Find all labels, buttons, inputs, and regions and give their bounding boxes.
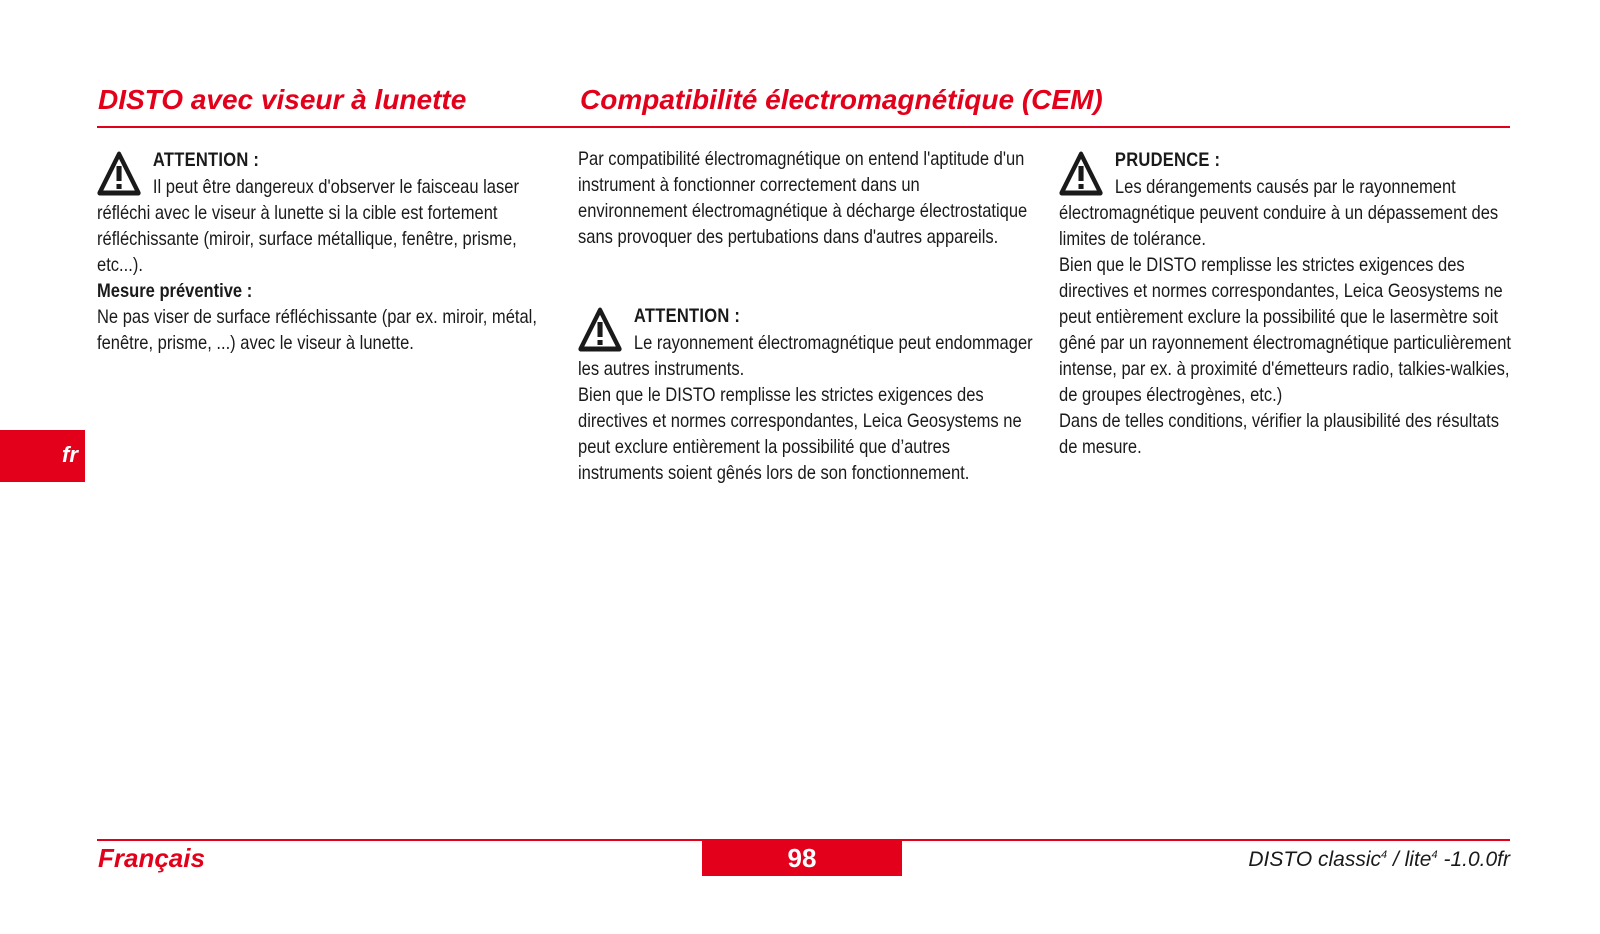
warning-triangle-icon	[97, 150, 141, 196]
middle-column	[578, 146, 1033, 486]
right-column	[1059, 146, 1511, 460]
section-heading-telescope: DISTO avec viseur à lunette	[98, 84, 467, 115]
caution-title: PRUDENCE :	[1114, 149, 1221, 171]
warning-block-middle	[578, 302, 1033, 382]
left-column	[97, 146, 547, 356]
section-heading-emc: Compatibilité électromagnétique (CEM)	[580, 84, 1103, 115]
warning-block-left	[97, 146, 547, 278]
footer-language: Français	[98, 843, 205, 873]
warning-text-continued: Bien que le DISTO remplisse les strictes exigences des directives et normes correspondantes, Leica Geosystems ne peut exclure entièrement la possibilité que d’autres instruments soient gênés lors de son fonctionnement.	[578, 384, 1022, 484]
doc-version: -1.0.0fr	[1437, 848, 1510, 871]
warning-title: ATTENTION :	[633, 305, 741, 327]
language-tab-label: fr	[62, 442, 78, 467]
language-side-tab	[0, 430, 85, 482]
measure-text: Ne pas viser de surface réfléchissante (par ex. miroir, métal, fenêtre, prisme, ...) avec le viseur à lunette.	[97, 306, 537, 354]
warning-triangle-icon	[1059, 150, 1103, 196]
caution-block	[1059, 146, 1511, 252]
warning-triangle-icon	[578, 306, 622, 352]
caution-text-conclusion: Dans de telles conditions, vérifier la plausibilité des résultats de mesure.	[1059, 410, 1499, 458]
measure-title: Mesure préventive :	[97, 280, 253, 302]
doc-name-b: / lite	[1387, 848, 1432, 871]
emc-intro-text: Par compatibilité électromagnétique on entend l'aptitude d'un instrument à fonctionner correctement dans un environnement électromagnétique à décharge électrostatique sans provoquer des pertubations dans d'autres appareils.	[578, 148, 1028, 248]
header-rule	[97, 126, 1510, 128]
caution-text: Les dérangements causés par le rayonnement électromagnétique peuvent conduire à un dépassement des limites de tolérance.	[1059, 176, 1499, 250]
warning-text: Le rayonnement électromagnétique peut endommager les autres instruments.	[578, 332, 1033, 380]
doc-name-a: DISTO classic	[1248, 848, 1382, 871]
page-number: 98	[702, 840, 902, 876]
footer-document-name	[1248, 848, 1510, 872]
warning-text: Il peut être dangereux d'observer le faisceau laser réfléchi avec le viseur à lunette si la cible est fortement réfléchissante (miroir, surface métallique, fenêtre, prisme, etc...).	[97, 176, 519, 276]
doc-sup-a: 4	[1381, 849, 1388, 861]
doc-sup-b: 4	[1431, 849, 1438, 861]
warning-title: ATTENTION :	[152, 149, 260, 171]
caution-text-continued: Bien que le DISTO remplisse les strictes exigences des directives et normes correspondantes, Leica Geosystems ne peut entièrement exclure la possibilité que le lasermètre soit gêné par un rayonnement électromagnétique particulièrement intense, par ex. à proximité d'émetteurs radio, talkies-walkies, de groupes électrogènes, etc.)	[1059, 254, 1511, 406]
